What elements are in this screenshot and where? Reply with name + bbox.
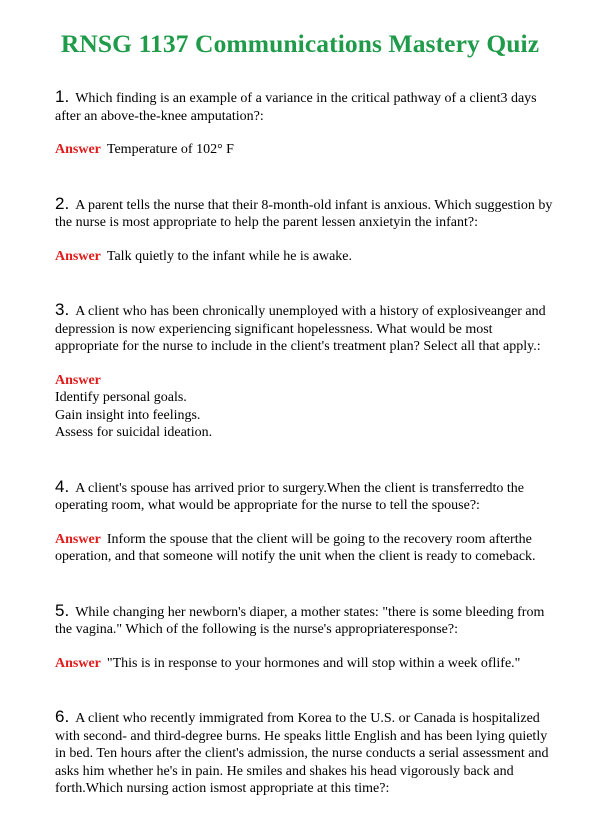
question-text (55, 195, 555, 232)
question-text (55, 478, 555, 515)
question-body: A client's spouse has arrived prior to surgery.When the client is transferredto the operating room, what would be appropriate for the nurse to tell the spouse?: (55, 480, 525, 513)
answer-label: Answer (55, 655, 101, 671)
question-text (55, 88, 555, 125)
question-6 (55, 708, 555, 798)
question-body: While changing her newborn's diaper, a mother states: "there is some bleeding from the vagina." Which of the following is the nurse's appropriateresponse?: (55, 604, 545, 637)
question-text (55, 301, 555, 356)
answer-block (55, 531, 555, 566)
question-2 (55, 195, 555, 266)
answer-block (55, 248, 555, 266)
answer-text: Talk quietly to the infant while he is awake. (106, 248, 353, 264)
question-body: A client who recently immigrated from Korea to the U.S. or Canada is hospitalized with second- and third-degree burns. He speaks little English and has been lying quietly in bed. Ten hours after the client's admission, the nurse conducts a serial assessment and asks him whether he's in pain. He smiles and shakes his head vigorously back and forth.Which nursing action ismost appropriate at this time?: (55, 711, 549, 796)
answer-block (55, 372, 555, 442)
question-body: A client who has been chronically unemployed with a history of explosiveanger and depression is now experiencing significant hopelessness. What would be most appropriate for the nurse to include in the client's treatment plan? Select all that apply.: (55, 304, 546, 354)
question-4 (55, 478, 555, 566)
page-title: RNSG 1137 Communications Mastery Quiz (60, 29, 540, 58)
question-number: 1. (55, 87, 70, 106)
question-number: 3. (55, 300, 70, 319)
question-number: 5. (55, 600, 70, 620)
answer-block (55, 141, 555, 159)
question-text (55, 708, 555, 798)
question-3 (55, 301, 555, 442)
question-body: Which finding is an example of a variance in the critical pathway of a client3 days after an above-the-knee amputation?: (55, 91, 537, 124)
answer-text: Temperature of 102° F (106, 142, 234, 157)
answer-text: "This is in response to your hormones and will stop within a week oflife." (106, 655, 521, 671)
question-number: 4. (55, 476, 70, 496)
answer-label: Answer (55, 142, 101, 157)
question-text (55, 602, 555, 639)
question-5 (55, 602, 555, 673)
answer-label: Answer (55, 531, 101, 547)
question-body: A parent tells the nurse that their 8-month-old infant is anxious. Which suggestion by the nurse is most appropriate to help the parent lessen anxietyin the infant?: (55, 197, 553, 230)
answer-text: Inform the spouse that the client will be going to the recovery room afterthe operation, and that someone will notify the unit when the client is ready to comeback. (55, 531, 536, 564)
answer-text: Assess for suicidal ideation. (55, 425, 213, 440)
answer-text: Gain insight into feelings. (55, 407, 201, 423)
question-number: 6. (55, 707, 70, 726)
answer-label: Answer (55, 248, 101, 264)
quiz-content (55, 88, 555, 834)
answer-block (55, 655, 555, 673)
answer-text: Identify personal goals. (55, 390, 187, 405)
question-number: 2. (55, 193, 70, 213)
answer-label: Answer (55, 372, 101, 388)
question-1 (55, 88, 555, 159)
